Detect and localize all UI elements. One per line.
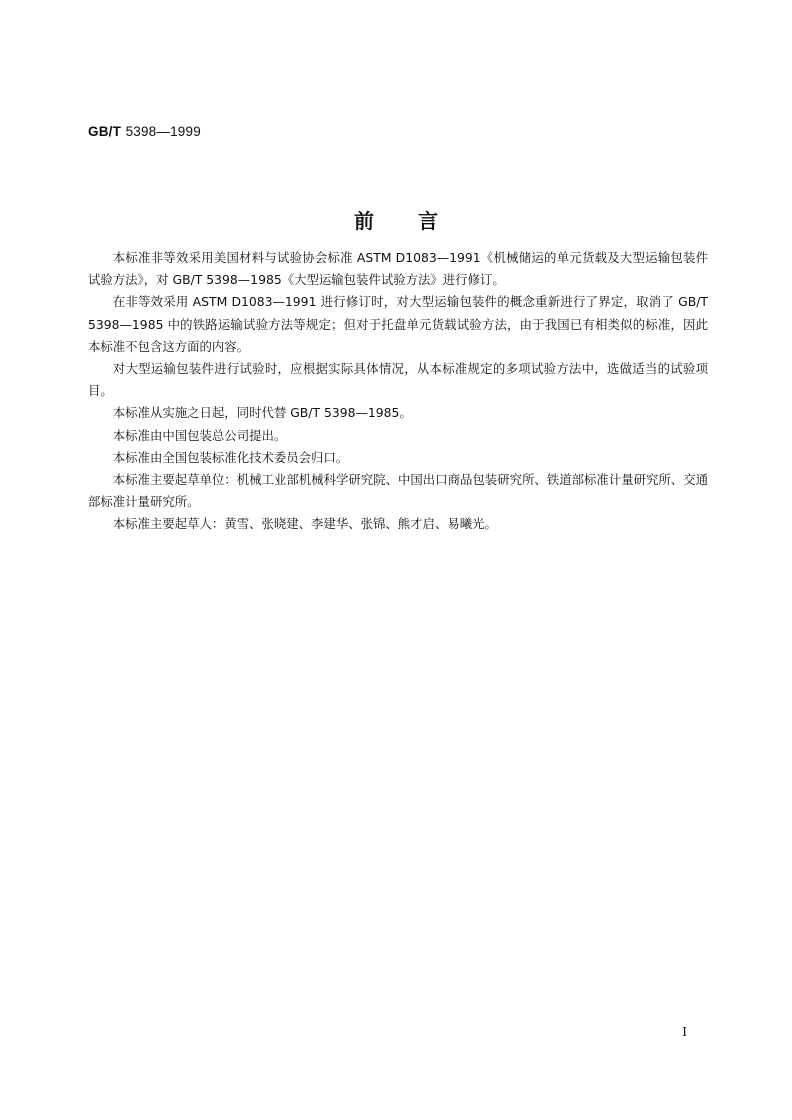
paragraph-revision-scope: 在非等效采用 ASTM D1083—1991 进行修订时，对大型运输包装件的概念重新进行了界定，取消了 GB/T 5398—1985 中的铁路运输试验方法等规定；但对于托盘单元货载试验方法，由于我国已有相类似的标准，因此本标准不包含这方面的内容。 <box>88 294 708 354</box>
paragraph-test-selection: 对大型运输包装件进行试验时，应根据实际具体情况，从本标准规定的多项试验方法中，选做适当的试验项目。 <box>88 361 708 399</box>
page-number: I <box>682 1025 687 1039</box>
paragraph-committee: 本标准由全国包装标准化技术委员会归口。 <box>112 449 349 465</box>
foreword-body <box>88 247 708 536</box>
foreword-title: 前言 <box>354 209 482 233</box>
paragraph-adoption: 本标准非等效采用美国材料与试验协会标准 ASTM D1083—1991《机械储运的单元货载及大型运输包装件试验方法》，对 GB/T 5398—1985《大型运输包装件试验方法》进行修订。 <box>88 250 708 288</box>
paragraph-proposer: 本标准由中国包装总公司提出。 <box>112 427 287 443</box>
standard-number: 5398—1999 <box>125 124 201 139</box>
page-header <box>88 124 201 140</box>
paragraph-drafting-units: 本标准主要起草单位：机械工业部机械科学研究院、中国出口商品包装研究所、铁道部标准计量研究所、交通部标准计量研究所。 <box>88 472 708 510</box>
paragraph-drafters: 本标准主要起草人：黄雪、张晓建、李建华、张锦、熊才启、易曦光。 <box>112 516 497 532</box>
standard-code: GB/T <box>88 124 122 139</box>
paragraph-supersedes: 本标准从实施之日起，同时代替 GB/T 5398—1985。 <box>112 405 412 421</box>
